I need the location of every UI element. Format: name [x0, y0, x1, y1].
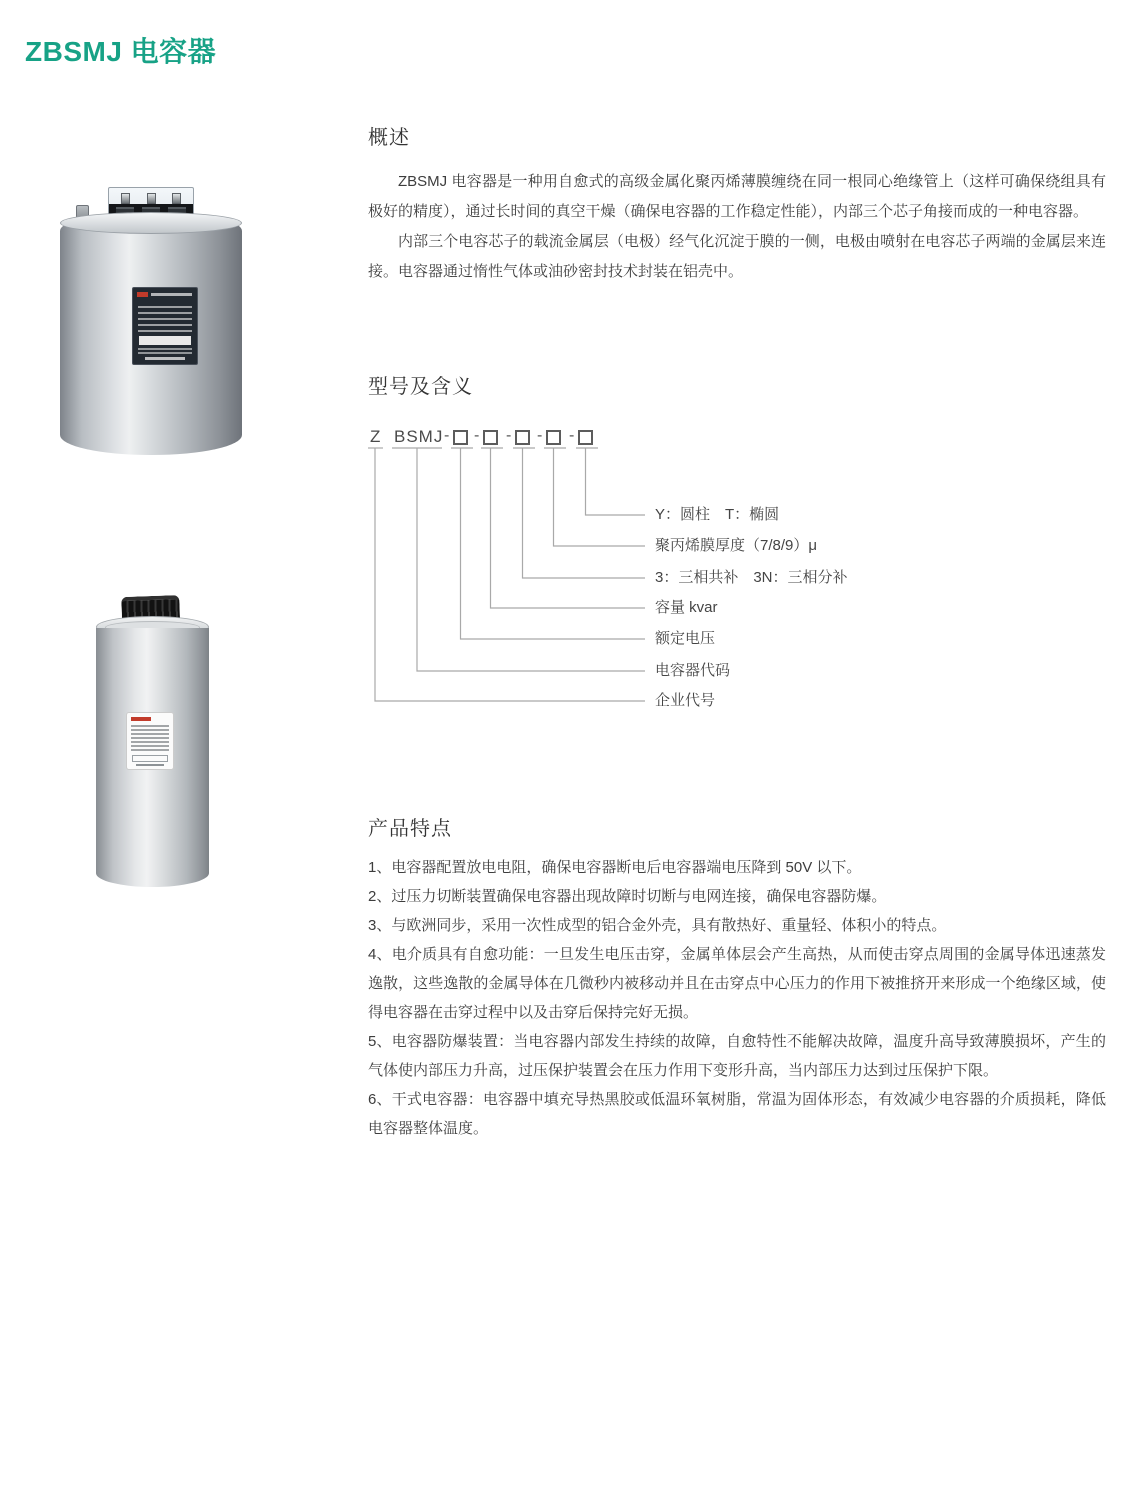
- feature-item: 6、干式电容器：电容器中填充导热黑胶或低温环氧树脂，常温为固体形态，有效减少电容器的介质损耗，降低电容器整体温度。: [368, 1091, 1106, 1137]
- page-title: ZBSMJ 电容器: [25, 36, 217, 67]
- serial-strip: [139, 336, 191, 345]
- feature-item: 1、电容器配置放电电阻，确保电容器断电后电容器端电压降到 50V 以下。: [368, 859, 862, 876]
- feature-item: 4、电介质具有自愈功能：一旦发生电压击穿，金属单体层会产生高热，从而使击穿点周围的金属导体迅速蒸发逸散，这些逸散的金属导体在几微秒内被移动并且在击穿点中心压力的作用下被推挤开来形成一个绝缘区域，使得电容器在击穿过程中以及击穿后保持完好无损。: [368, 946, 1106, 1021]
- spec-text-rows: [131, 725, 169, 753]
- model-code-hyphen: -: [474, 427, 480, 444]
- model-placeholder-box: [483, 430, 498, 445]
- section-model-meaning: [368, 370, 1106, 719]
- model-label-shape: Y：圆柱 T：椭圆: [655, 506, 780, 523]
- nameplate-label: [132, 287, 198, 365]
- feature-item: 2、过压力切断装置确保电容器出现故障时切断与电网连接，确保电容器防爆。: [368, 888, 887, 905]
- model-placeholder-box: [578, 430, 593, 445]
- section-overview: [368, 115, 1106, 287]
- overview-heading: 概述: [368, 127, 410, 149]
- terminal-screw: [172, 193, 181, 204]
- feature-item: 5、电容器防爆装置：当电容器内部发生持续的故障，自愈特性不能解决故障，温度升高导致薄膜损坏，产生的气体使内部压力升高，过压保护装置会在压力作用下变形升高，当内部压力达到过压保护下限。: [368, 1033, 1106, 1079]
- model-label-enterprise: 企业代号: [655, 692, 716, 709]
- model-code-hyphen: -: [506, 427, 512, 444]
- model-label-phase: 3：三相共补 3N：三相分补: [655, 569, 848, 586]
- model-label-film: 聚丙烯膜厚度（7/8/9）μ: [655, 537, 818, 554]
- model-code-hyphen: -: [444, 427, 450, 444]
- overview-paragraph: 内部三个电容芯子的载流金属层（电极）经气化沉淀于膜的一侧，电极由喷射在电容芯子两端的金属层来连接。电容器通过惰性气体或油砂密封技术封装在铝壳中。: [368, 233, 1106, 280]
- nameplate-label: [126, 712, 174, 770]
- product-photo-oval-capacitor: [60, 165, 320, 465]
- features-list: [368, 853, 1106, 1143]
- model-placeholder-box: [546, 430, 561, 445]
- brand-logo: [137, 292, 148, 297]
- model-placeholder-box: [453, 430, 468, 445]
- model-code-hyphen: -: [537, 427, 543, 444]
- overview-paragraph: ZBSMJ 电容器是一种用自愈式的高级金属化聚丙烯薄膜缠绕在同一根同心绝缘管上（这样可确保绕组具有极好的精度），通过长时间的真空干燥（确保电容器的工作稳定性能），内部三个芯子角接而成的一种电容器。: [368, 173, 1106, 220]
- serial-strip: [132, 755, 168, 762]
- section-features: [368, 812, 1106, 1143]
- spec-text-rows: [138, 302, 192, 332]
- model-code-diagram: [368, 419, 1106, 719]
- company-text-line: [136, 764, 164, 766]
- model-code-prefix: Z: [370, 427, 382, 446]
- model-heading: 型号及含义: [368, 376, 473, 398]
- product-photo-cylindrical-capacitor: [90, 590, 265, 895]
- brand-logo: [131, 717, 151, 721]
- model-label-voltage: 额定电压: [655, 630, 716, 647]
- terminal-screw: [121, 193, 130, 204]
- model-code-hyphen: -: [569, 427, 575, 444]
- model-placeholder-box: [515, 430, 530, 445]
- model-label-cap-code: 电容器代码: [655, 662, 731, 679]
- features-heading: 产品特点: [368, 818, 452, 840]
- feature-item: 3、与欧洲同步，采用一次性成型的铝合金外壳，具有散热好、重量轻、体积小的特点。: [368, 917, 947, 934]
- terminal-screw: [147, 193, 156, 204]
- company-text-line: [145, 357, 185, 360]
- model-code-series: BSMJ: [394, 427, 444, 446]
- model-label-capacity: 容量 kvar: [655, 599, 718, 616]
- capacitor-top-rim: [60, 212, 242, 234]
